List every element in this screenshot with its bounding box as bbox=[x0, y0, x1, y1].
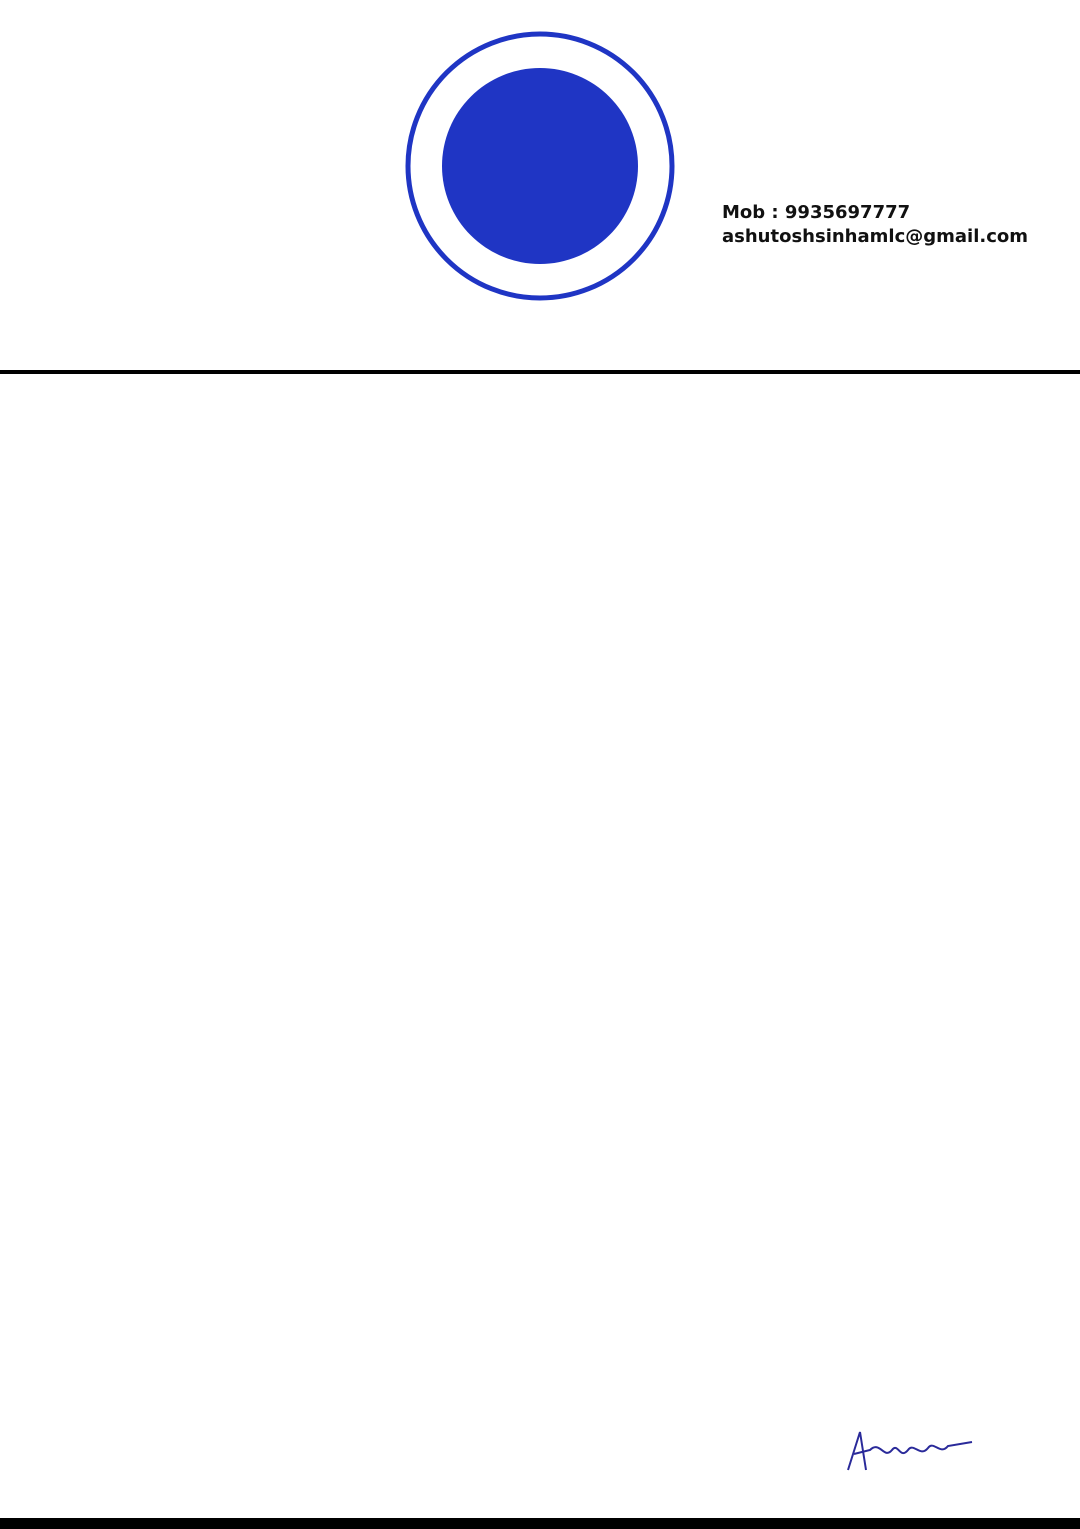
handwritten-signature bbox=[840, 1420, 980, 1480]
council-seal-logo bbox=[402, 28, 678, 304]
mobile-number: Mob : 9935697777 bbox=[722, 202, 911, 223]
page-bottom-border bbox=[0, 1518, 1080, 1529]
email-address: ashutoshsinhamlc@gmail.com bbox=[722, 226, 1028, 247]
header-divider bbox=[0, 370, 1080, 374]
